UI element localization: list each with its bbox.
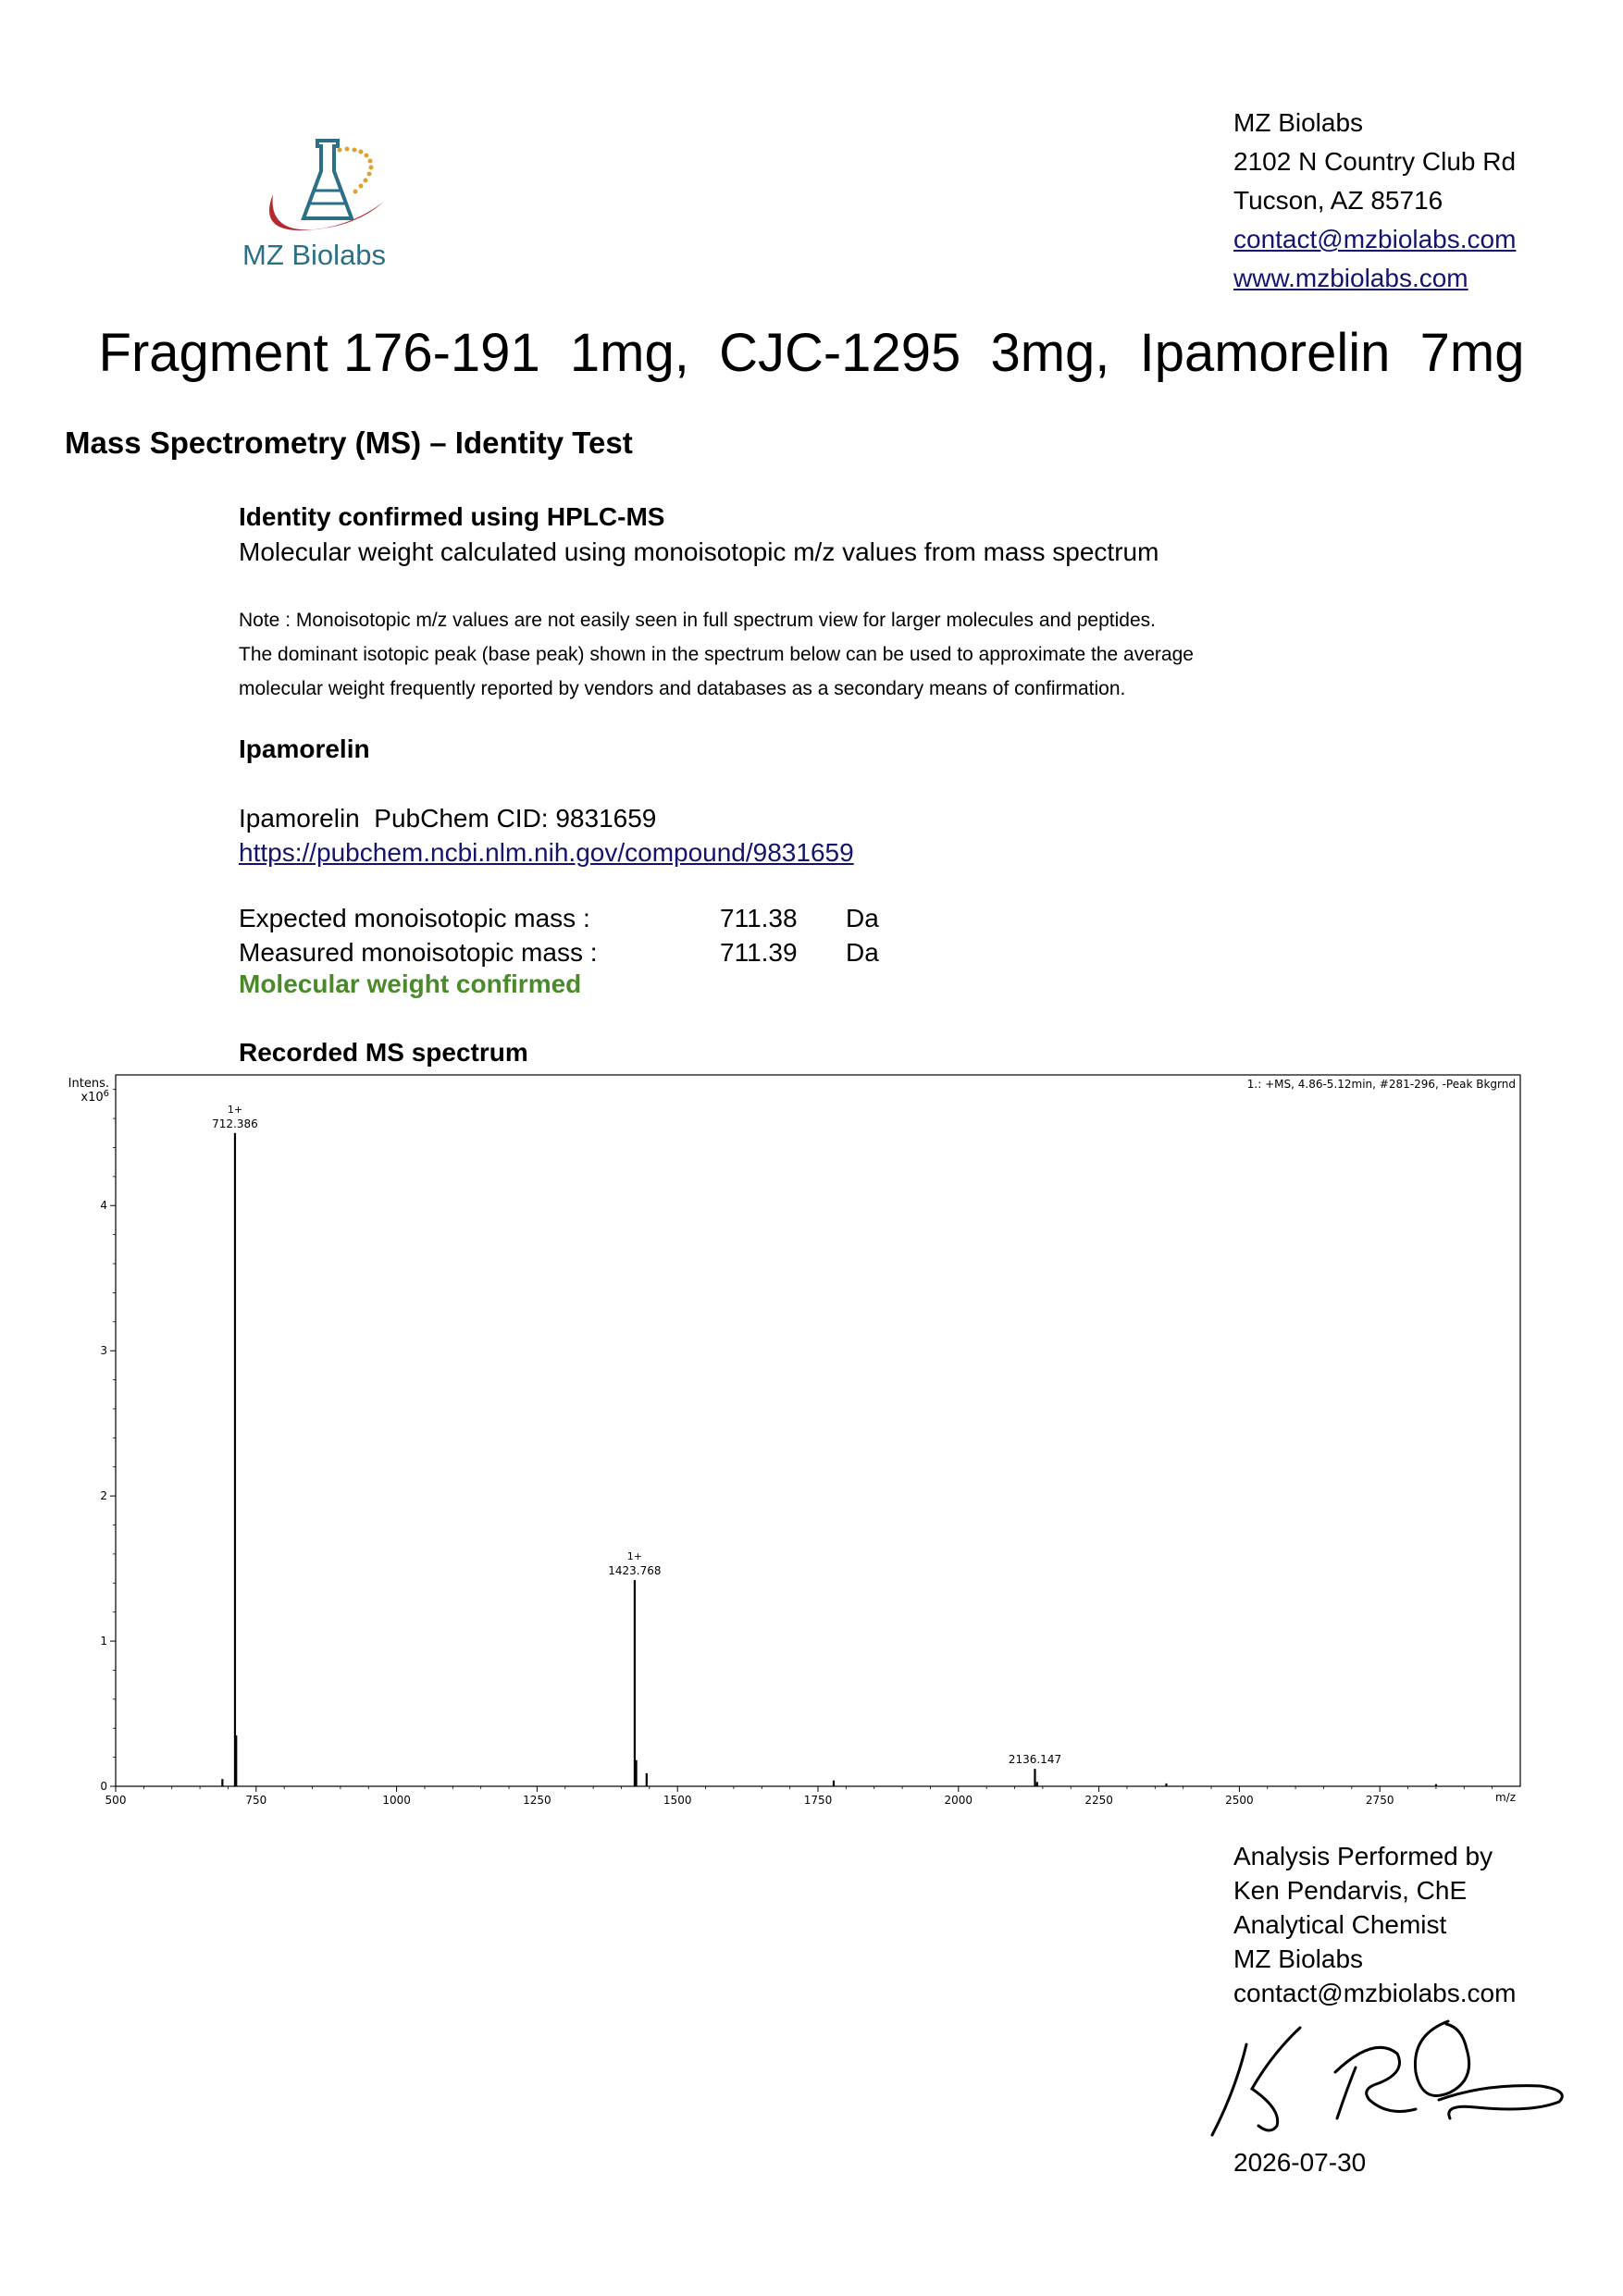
measured-mass-row: [239, 935, 905, 969]
x-tick-label: 1500: [663, 1794, 692, 1804]
x-tick-label: 1250: [523, 1794, 551, 1804]
compound-name: Ipamorelin: [239, 734, 370, 763]
analyst-title: Analytical Chemist: [1233, 1910, 1447, 1939]
confirmation-status: Molecular weight confirmed: [239, 969, 582, 998]
analysis-date: 2026-07-30: [1233, 2148, 1367, 2177]
expected-mass-row: [239, 901, 905, 935]
analysis-block: [1233, 1839, 1516, 2010]
x-axis-label: m/z: [1494, 1791, 1516, 1804]
y-tick-label: 1: [100, 1635, 107, 1648]
analyst-email: contact@mzbiolabs.com: [1233, 1979, 1517, 2007]
analysis-line: Analysis Performed by: [1233, 1842, 1493, 1870]
pubchem-link[interactable]: https://pubchem.ncbi.nlm.nih.gov/compound/9831659: [239, 838, 854, 867]
x-tick-label: 2250: [1084, 1794, 1113, 1804]
y-axis-multiplier: [81, 1089, 109, 1105]
mass-table: [239, 901, 905, 969]
y-axis-label: Intens.: [68, 1077, 109, 1091]
peak-label: 712.386: [212, 1117, 258, 1130]
y-multiplier-base: x10: [81, 1091, 104, 1105]
identity-block: [239, 500, 1158, 570]
plot-frame: [116, 1075, 1520, 1786]
logo-text: MZ Biolabs: [242, 239, 387, 271]
measured-mass-label: Measured monoisotopic mass :: [239, 938, 598, 967]
x-tick-label: 2500: [1225, 1794, 1254, 1804]
signature-icon: [1208, 2017, 1573, 2151]
measured-mass-value: 711.39: [720, 938, 798, 967]
page-title: Fragment 176-191 1mg, CJC-1295 3mg, Ipamorelin 7mg: [98, 323, 1525, 383]
peak-label: 1423.768: [608, 1564, 662, 1578]
analyst-company: MZ Biolabs: [1233, 1944, 1364, 1973]
address-line-city: Tucson, AZ 85716: [1233, 186, 1443, 215]
note-line: The dominant isotopic peak (base peak) shown in the spectrum below can be used to approximate the average: [239, 644, 1194, 665]
y-tick-label: 2: [100, 1489, 107, 1503]
peak-charge-label: 1+: [227, 1103, 243, 1116]
note-line: molecular weight frequently reported by vendors and databases as a secondary means of confirmation.: [239, 678, 1126, 699]
x-tick-label: 500: [105, 1794, 127, 1804]
peak-label: 2136.147: [1008, 1753, 1062, 1767]
x-tick-label: 2000: [944, 1794, 973, 1804]
spectrum-title: Recorded MS spectrum: [239, 1038, 528, 1067]
address-line-street: 2102 N Country Club Rd: [1233, 147, 1517, 176]
y-tick-label: 3: [100, 1344, 107, 1358]
identity-heading: Identity confirmed using HPLC-MS: [239, 502, 665, 531]
note-block: [239, 603, 1194, 706]
pubchem-label: Ipamorelin PubChem CID: 9831659: [239, 804, 657, 833]
ms-spectrum-chart: [56, 1064, 1536, 1804]
measured-mass-unit: Da: [846, 938, 879, 967]
section-title: Mass Spectrometry (MS) – Identity Test: [65, 426, 633, 460]
expected-mass-unit: Da: [846, 904, 879, 932]
analyst-name: Ken Pendarvis, ChE: [1233, 1876, 1468, 1905]
x-tick-label: 1750: [803, 1794, 833, 1804]
x-tick-label: 1000: [382, 1794, 411, 1804]
address-line-company: MZ Biolabs: [1233, 108, 1364, 137]
y-tick-label: 4: [100, 1199, 107, 1213]
y-tick-label: 0: [100, 1780, 107, 1793]
pubchem-block: [239, 801, 854, 870]
peak-charge-label: 1+: [626, 1550, 643, 1563]
website-link[interactable]: www.mzbiolabs.com: [1233, 264, 1468, 292]
company-address: [1233, 104, 1516, 298]
identity-subtext: Molecular weight calculated using monoisotopic m/z values from mass spectrum: [239, 537, 1159, 566]
email-link[interactable]: contact@mzbiolabs.com: [1233, 225, 1517, 253]
expected-mass-label: Expected monoisotopic mass :: [239, 904, 590, 932]
chart-legend: 1.: +MS, 4.86-5.12min, #281-296, -Peak Bkgrnd: [1246, 1078, 1516, 1091]
y-multiplier-exponent: 6: [103, 1089, 109, 1099]
note-line: Note : Monoisotopic m/z values are not easily seen in full spectrum view for larger molecules and peptides.: [239, 610, 1156, 631]
x-tick-label: 2750: [1365, 1794, 1394, 1804]
x-tick-label: 750: [245, 1794, 267, 1804]
expected-mass-value: 711.38: [720, 904, 798, 932]
